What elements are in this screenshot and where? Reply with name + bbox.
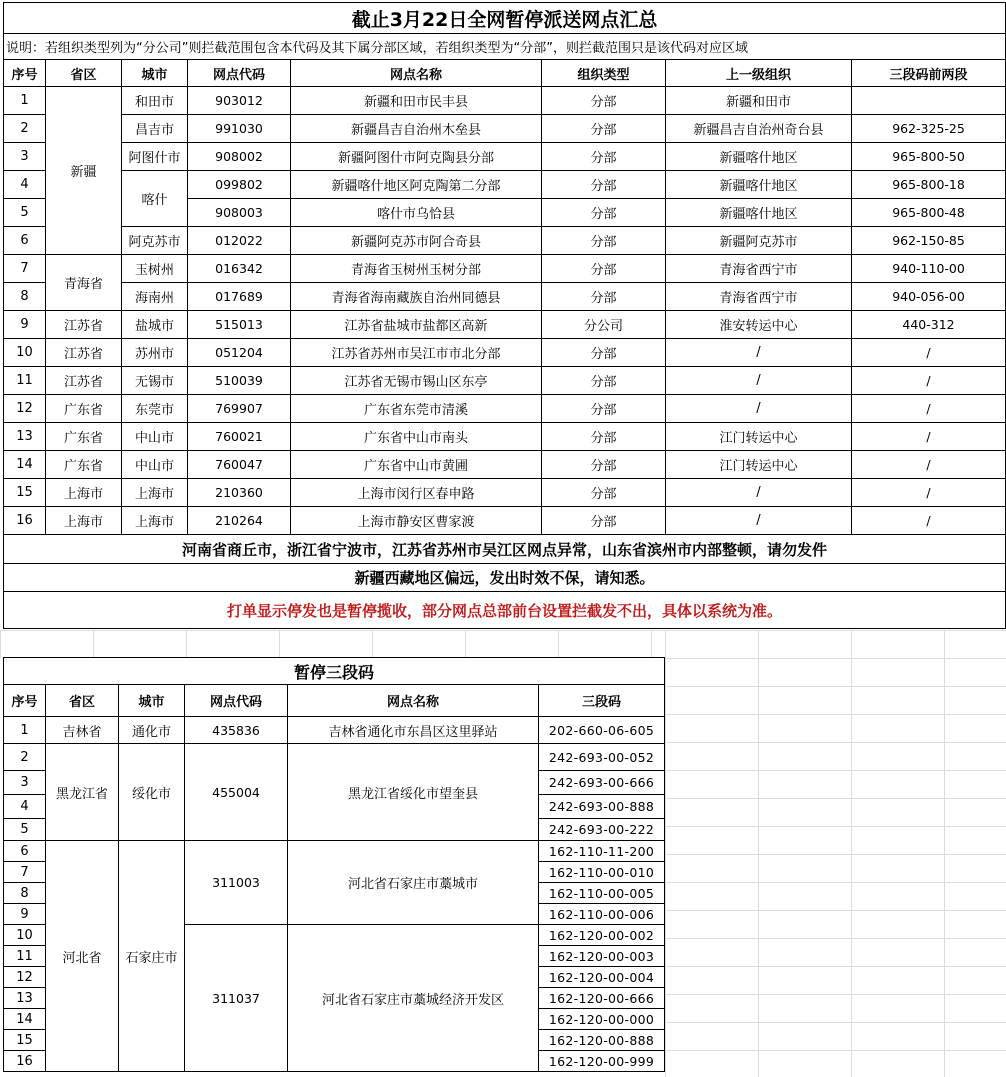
header-no: 序号 — [4, 60, 46, 87]
cell-name: 江苏省盐城市盐都区高新 — [291, 311, 542, 339]
cell-name: 河北省石家庄市藁城市 — [288, 841, 539, 925]
cell-no: 9 — [4, 311, 46, 339]
cell-seg: 162-110-00-010 — [539, 862, 665, 883]
cell-no: 14 — [4, 1009, 46, 1030]
cell-parent: 新疆昌吉自治州奇台县 — [666, 115, 852, 143]
cell-code: 515013 — [188, 311, 291, 339]
cell-parent: / — [666, 507, 852, 535]
seg-header-name: 网点名称 — [288, 685, 539, 717]
cell-name: 广东省中山市南头 — [291, 423, 542, 451]
cell-code: 099802 — [188, 171, 291, 199]
cell-code: 311037 — [185, 925, 288, 1072]
table-row — [4, 451, 1006, 479]
cell-city: 石家庄市 — [119, 841, 185, 1072]
cell-province: 青海省 — [46, 255, 122, 311]
cell-city: 上海市 — [122, 507, 188, 535]
segment-row — [4, 717, 665, 744]
cell-province: 上海市 — [46, 507, 122, 535]
cell-seg: 242-693-00-888 — [539, 795, 665, 819]
cell-no: 13 — [4, 988, 46, 1009]
cell-no: 6 — [4, 841, 46, 862]
cell-province: 江苏省 — [46, 311, 122, 339]
table-row — [4, 227, 1006, 255]
cell-city: 喀什 — [122, 171, 188, 227]
table-header-row — [4, 60, 1006, 87]
cell-code: 908003 — [188, 199, 291, 227]
cell-no: 14 — [4, 451, 46, 479]
cell-province: 吉林省 — [46, 717, 119, 744]
table-row — [4, 423, 1006, 451]
cell-no: 8 — [4, 283, 46, 311]
cell-name: 江苏省无锡市锡山区东亭 — [291, 367, 542, 395]
cell-name: 新疆阿图什市阿克陶县分部 — [291, 143, 542, 171]
cell-seg: 242-693-00-222 — [539, 819, 665, 841]
cell-parent: / — [666, 367, 852, 395]
cell-code: 903012 — [188, 87, 291, 115]
cell-code: 760047 — [188, 451, 291, 479]
cell-type: 分部 — [542, 479, 666, 507]
cell-parent: 新疆喀什地区 — [666, 171, 852, 199]
cell-seg: 162-120-00-888 — [539, 1030, 665, 1051]
cell-no: 16 — [4, 1051, 46, 1072]
cell-code: 455004 — [185, 744, 288, 841]
cell-seg: 162-120-00-666 — [539, 988, 665, 1009]
cell-no: 5 — [4, 819, 46, 841]
table-row — [4, 87, 1006, 115]
seg-header-seg: 三段码 — [539, 685, 665, 717]
cell-code: 510039 — [188, 367, 291, 395]
cell-seg: 242-693-00-666 — [539, 771, 665, 795]
cell-parent: 新疆喀什地区 — [666, 143, 852, 171]
cell-seg: / — [852, 423, 1006, 451]
cell-code: 210360 — [188, 479, 291, 507]
cell-seg: 162-120-00-002 — [539, 925, 665, 946]
cell-name: 吉林省通化市东昌区这里驿站 — [288, 717, 539, 744]
cell-type: 分部 — [542, 507, 666, 535]
segment-header-row — [4, 685, 665, 717]
cell-no: 3 — [4, 143, 46, 171]
cell-city: 上海市 — [122, 479, 188, 507]
cell-city: 海南州 — [122, 283, 188, 311]
cell-code: 210264 — [188, 507, 291, 535]
table-row — [4, 311, 1006, 339]
cell-no: 7 — [4, 255, 46, 283]
cell-no: 4 — [4, 171, 46, 199]
cell-seg: 242-693-00-052 — [539, 744, 665, 771]
cell-no: 12 — [4, 395, 46, 423]
cell-name: 黑龙江省绥化市望奎县 — [288, 744, 539, 841]
cell-province: 江苏省 — [46, 339, 122, 367]
cell-type: 分部 — [542, 339, 666, 367]
cell-city: 玉树州 — [122, 255, 188, 283]
table-row — [4, 395, 1006, 423]
cell-parent: 新疆喀什地区 — [666, 199, 852, 227]
cell-no: 10 — [4, 925, 46, 946]
cell-city: 阿克苏市 — [122, 227, 188, 255]
cell-name: 河北省石家庄市藁城经济开发区 — [288, 925, 539, 1072]
cell-parent: / — [666, 479, 852, 507]
cell-name: 上海市静安区曹家渡 — [291, 507, 542, 535]
cell-province: 黑龙江省 — [46, 744, 119, 841]
table-title: 截止3月22日全网暂停派送网点汇总 — [4, 3, 1006, 34]
cell-code: 769907 — [188, 395, 291, 423]
suspended-segment-codes-table — [3, 657, 665, 1072]
cell-province: 江苏省 — [46, 367, 122, 395]
cell-seg: 962-150-85 — [852, 227, 1006, 255]
cell-type: 分部 — [542, 199, 666, 227]
cell-no: 11 — [4, 367, 46, 395]
cell-no: 1 — [4, 87, 46, 115]
cell-no: 4 — [4, 795, 46, 819]
cell-type: 分部 — [542, 87, 666, 115]
cell-seg: 940-056-00 — [852, 283, 1006, 311]
cell-city: 东莞市 — [122, 395, 188, 423]
cell-code: 908002 — [188, 143, 291, 171]
header-seg: 三段码前两段 — [852, 60, 1006, 87]
cell-code: 017689 — [188, 283, 291, 311]
cell-seg: / — [852, 339, 1006, 367]
cell-seg: 162-120-00-999 — [539, 1051, 665, 1072]
cell-no: 9 — [4, 904, 46, 925]
header-parent: 上一级组织 — [666, 60, 852, 87]
cell-no: 16 — [4, 507, 46, 535]
cell-city: 昌吉市 — [122, 115, 188, 143]
cell-province: 上海市 — [46, 479, 122, 507]
segment-table-title: 暂停三段码 — [4, 658, 665, 685]
empty-grid-area — [665, 630, 1006, 1077]
cell-no: 6 — [4, 227, 46, 255]
cell-seg — [852, 87, 1006, 115]
notice-system-warning: 打单显示停发也是暂停揽收，部分网点总部前台设置拦截发不出，具体以系统为准。 — [4, 592, 1006, 629]
notice-abnormal-outlets: 河南省商丘市，浙江省宁波市，江苏省苏州市吴江区网点异常，山东省滨州市内部整顿，请勿发件 — [4, 535, 1006, 564]
cell-no: 13 — [4, 423, 46, 451]
cell-name: 喀什市乌恰县 — [291, 199, 542, 227]
table-row — [4, 479, 1006, 507]
cell-parent: 淮安转运中心 — [666, 311, 852, 339]
cell-name: 江苏省苏州市吴江市市北分部 — [291, 339, 542, 367]
cell-seg: / — [852, 451, 1006, 479]
cell-seg: 162-120-00-004 — [539, 967, 665, 988]
cell-code: 435836 — [185, 717, 288, 744]
cell-no: 1 — [4, 717, 46, 744]
cell-parent: 青海省西宁市 — [666, 255, 852, 283]
cell-seg: 162-120-00-003 — [539, 946, 665, 967]
segment-row — [4, 744, 665, 771]
cell-parent: 新疆阿克苏市 — [666, 227, 852, 255]
cell-no: 5 — [4, 199, 46, 227]
cell-seg: 965-800-18 — [852, 171, 1006, 199]
seg-header-province: 省区 — [46, 685, 119, 717]
cell-code: 012022 — [188, 227, 291, 255]
cell-parent: 青海省西宁市 — [666, 283, 852, 311]
table-row — [4, 339, 1006, 367]
cell-parent: / — [666, 339, 852, 367]
cell-type: 分部 — [542, 143, 666, 171]
cell-parent: 江门转运中心 — [666, 423, 852, 451]
cell-seg: 962-325-25 — [852, 115, 1006, 143]
table-row — [4, 283, 1006, 311]
cell-city: 无锡市 — [122, 367, 188, 395]
cell-province: 广东省 — [46, 451, 122, 479]
segment-row — [4, 841, 665, 862]
cell-type: 分部 — [542, 423, 666, 451]
cell-name: 上海市闵行区春申路 — [291, 479, 542, 507]
seg-header-city: 城市 — [119, 685, 185, 717]
cell-province: 河北省 — [46, 841, 119, 1072]
cell-no: 8 — [4, 883, 46, 904]
cell-seg: 162-110-11-200 — [539, 841, 665, 862]
cell-city: 中山市 — [122, 423, 188, 451]
cell-seg: 440-312 — [852, 311, 1006, 339]
table-row — [4, 367, 1006, 395]
cell-no: 12 — [4, 967, 46, 988]
cell-type: 分部 — [542, 115, 666, 143]
cell-province: 新疆 — [46, 87, 122, 255]
table-row — [4, 143, 1006, 171]
cell-seg: 940-110-00 — [852, 255, 1006, 283]
table-row — [4, 255, 1006, 283]
cell-no: 10 — [4, 339, 46, 367]
cell-type: 分部 — [542, 283, 666, 311]
cell-seg: 965-800-50 — [852, 143, 1006, 171]
cell-name: 青海省玉树州玉树分部 — [291, 255, 542, 283]
cell-no: 11 — [4, 946, 46, 967]
cell-name: 新疆阿克苏市阿合奇县 — [291, 227, 542, 255]
notice-remote-areas: 新疆西藏地区偏远，发出时效不保，请知悉。 — [4, 564, 1006, 592]
cell-no: 3 — [4, 771, 46, 795]
cell-code: 760021 — [188, 423, 291, 451]
cell-seg: 202-660-06-605 — [539, 717, 665, 744]
table-note: 说明：若组织类型列为“分公司”则拦截范围包含本代码及其下属分部区域，若组织类型为“分部”，则拦截范围只是该代码对应区域 — [4, 34, 1006, 60]
cell-city: 盐城市 — [122, 311, 188, 339]
cell-type: 分部 — [542, 227, 666, 255]
seg-header-code: 网点代码 — [185, 685, 288, 717]
cell-seg: 965-800-48 — [852, 199, 1006, 227]
cell-seg: 162-120-00-000 — [539, 1009, 665, 1030]
cell-code: 991030 — [188, 115, 291, 143]
table-row — [4, 115, 1006, 143]
cell-province: 广东省 — [46, 395, 122, 423]
cell-no: 15 — [4, 479, 46, 507]
suspended-outlets-table — [3, 2, 1006, 629]
table-row — [4, 507, 1006, 535]
cell-seg: / — [852, 395, 1006, 423]
cell-name: 广东省东莞市清溪 — [291, 395, 542, 423]
cell-name: 广东省中山市黄圃 — [291, 451, 542, 479]
cell-seg: / — [852, 507, 1006, 535]
cell-no: 7 — [4, 862, 46, 883]
cell-no: 2 — [4, 744, 46, 771]
table-row — [4, 171, 1006, 199]
cell-seg: / — [852, 367, 1006, 395]
header-type: 组织类型 — [542, 60, 666, 87]
cell-no: 2 — [4, 115, 46, 143]
cell-city: 通化市 — [119, 717, 185, 744]
cell-code: 051204 — [188, 339, 291, 367]
cell-type: 分部 — [542, 451, 666, 479]
cell-parent: 江门转运中心 — [666, 451, 852, 479]
cell-no: 15 — [4, 1030, 46, 1051]
cell-province: 广东省 — [46, 423, 122, 451]
cell-type: 分部 — [542, 171, 666, 199]
cell-city: 阿图什市 — [122, 143, 188, 171]
empty-grid-row — [0, 630, 665, 658]
cell-seg: 162-110-00-005 — [539, 883, 665, 904]
seg-header-no: 序号 — [4, 685, 46, 717]
header-name: 网点名称 — [291, 60, 542, 87]
cell-type: 分部 — [542, 395, 666, 423]
cell-type: 分部 — [542, 367, 666, 395]
cell-name: 新疆喀什地区阿克陶第二分部 — [291, 171, 542, 199]
cell-seg: 162-110-00-006 — [539, 904, 665, 925]
cell-code: 016342 — [188, 255, 291, 283]
header-code: 网点代码 — [188, 60, 291, 87]
cell-city: 苏州市 — [122, 339, 188, 367]
cell-parent: 新疆和田市 — [666, 87, 852, 115]
cell-name: 新疆昌吉自治州木垒县 — [291, 115, 542, 143]
cell-city: 中山市 — [122, 451, 188, 479]
cell-city: 和田市 — [122, 87, 188, 115]
header-province: 省区 — [46, 60, 122, 87]
cell-name: 青海省海南藏族自治州同德县 — [291, 283, 542, 311]
header-city: 城市 — [122, 60, 188, 87]
cell-parent: / — [666, 395, 852, 423]
cell-name: 新疆和田市民丰县 — [291, 87, 542, 115]
cell-city: 绥化市 — [119, 744, 185, 841]
cell-type: 分部 — [542, 255, 666, 283]
cell-type: 分公司 — [542, 311, 666, 339]
cell-code: 311003 — [185, 841, 288, 925]
cell-seg: / — [852, 479, 1006, 507]
